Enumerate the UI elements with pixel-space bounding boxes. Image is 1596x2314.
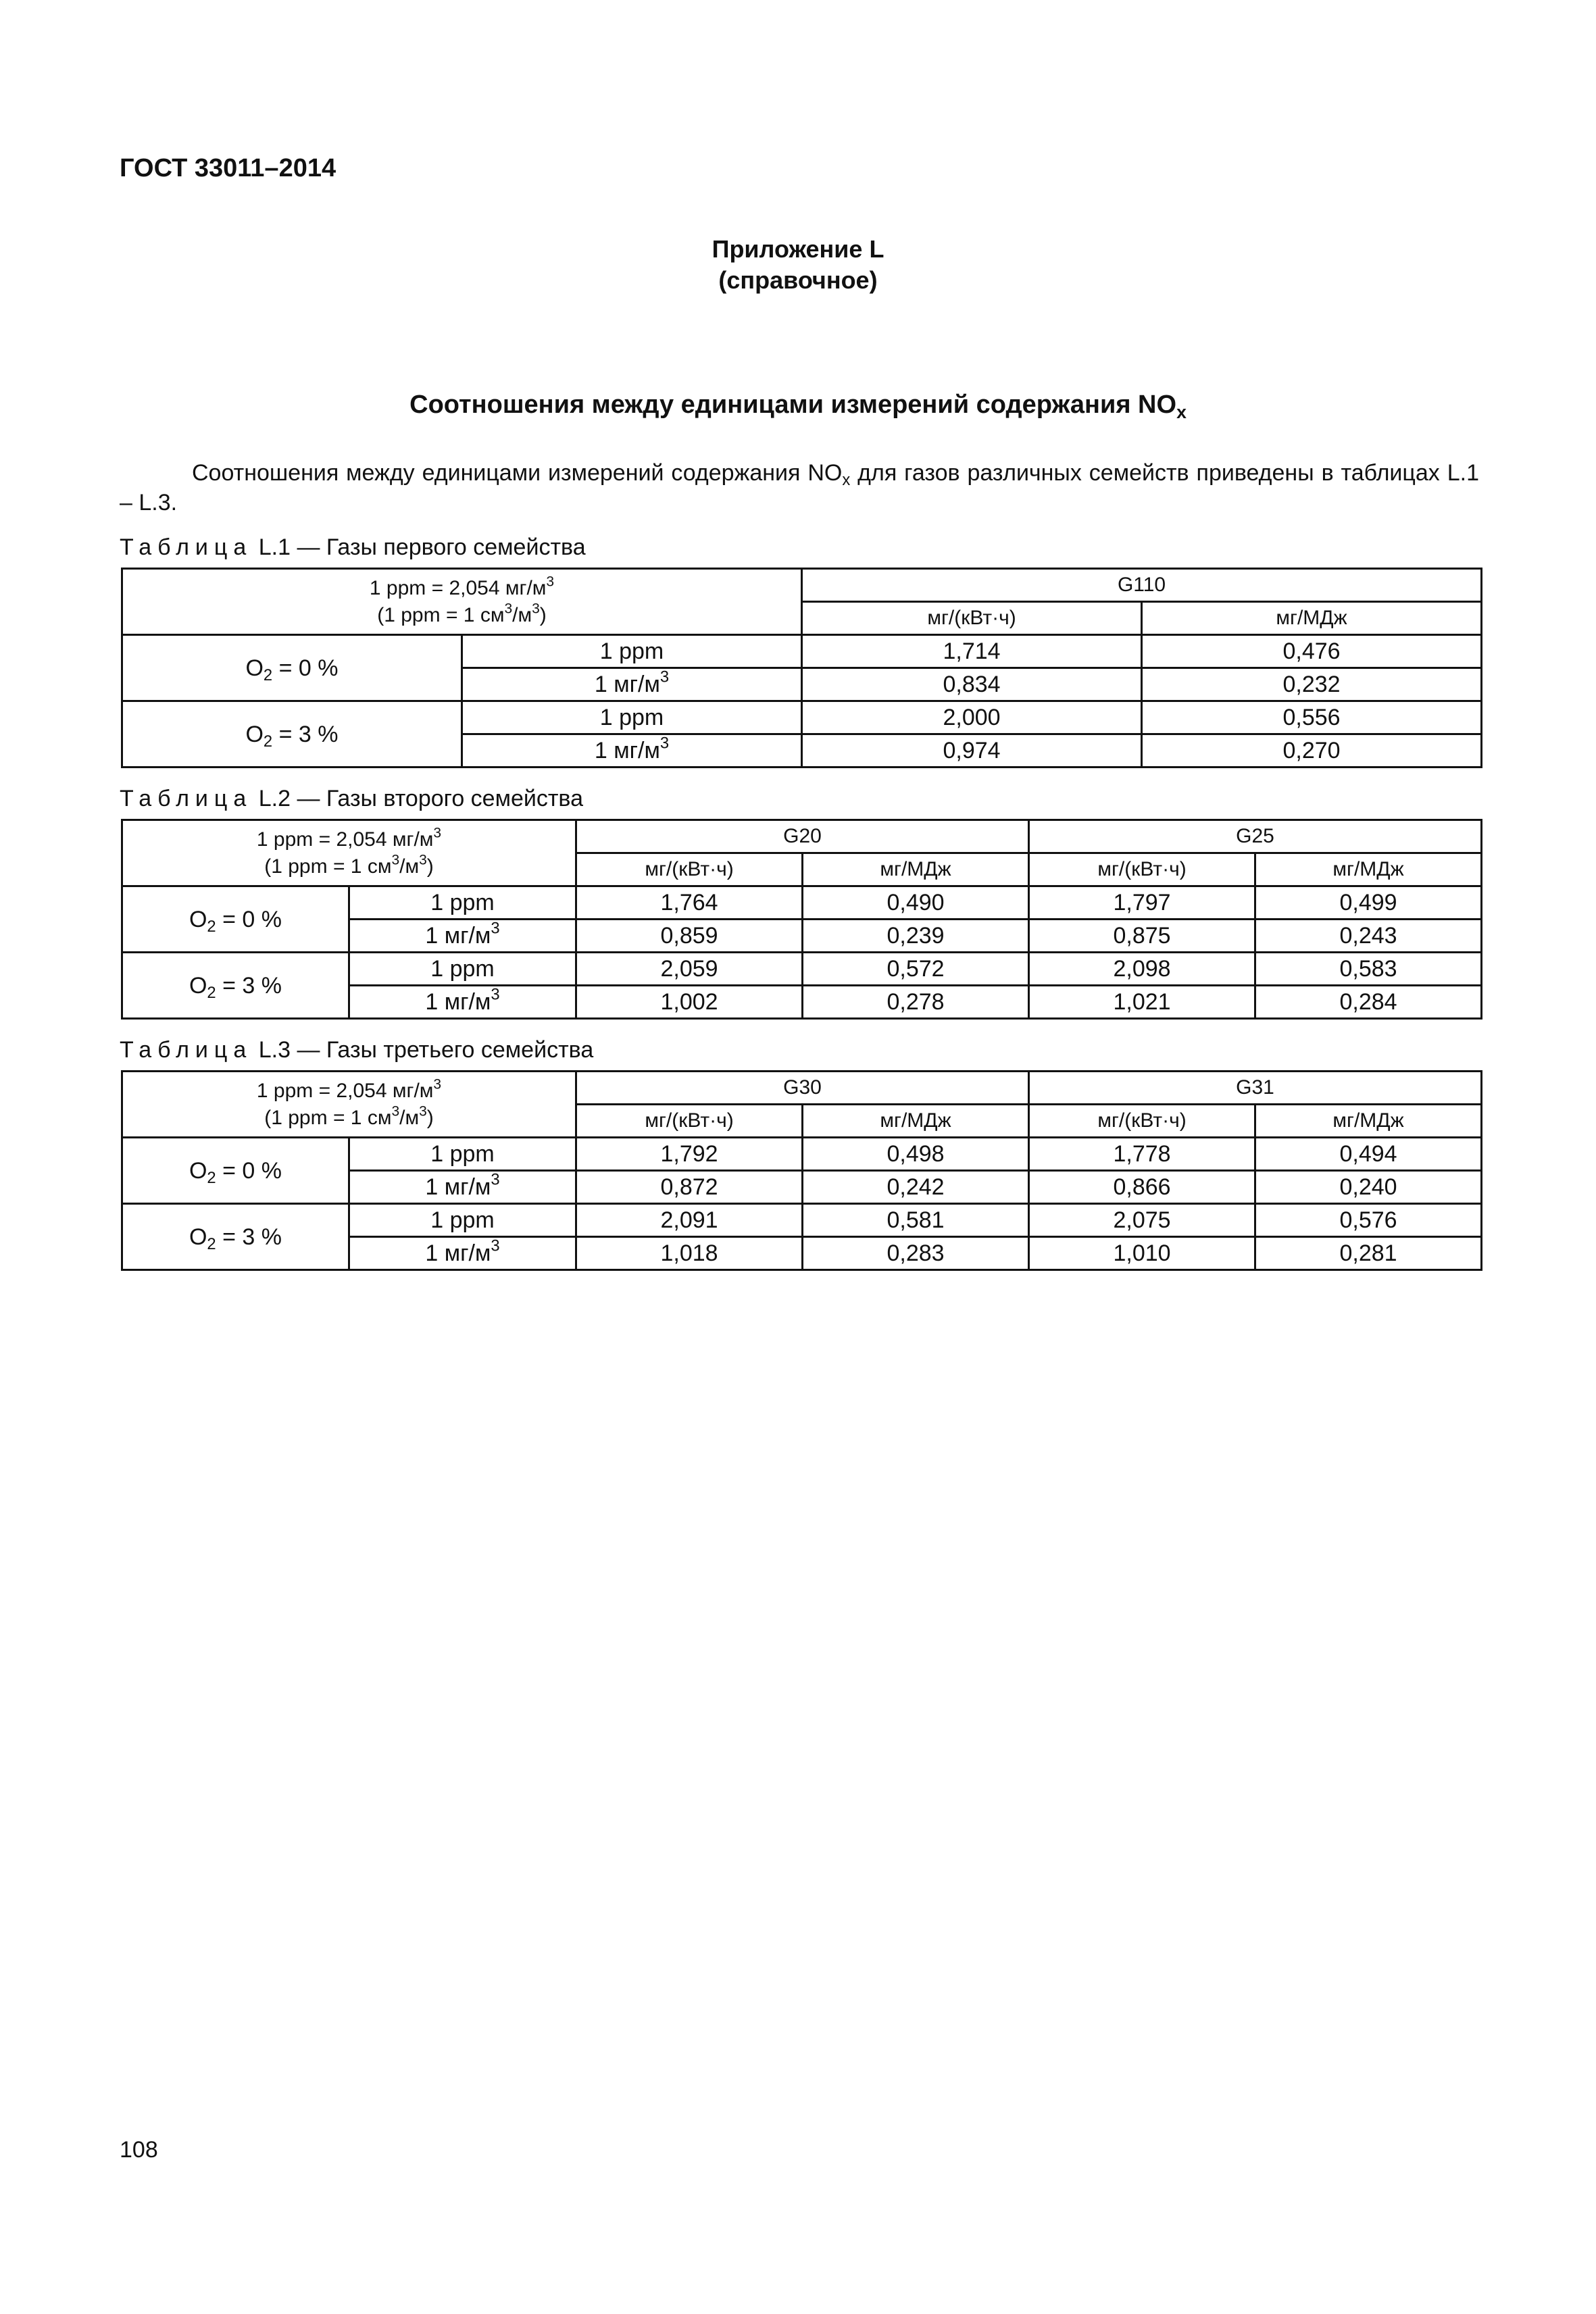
conversion-sup: 3 [391,1103,400,1119]
table-cell: 1,010 [1029,1237,1255,1270]
conversion-line-2a: (1 ppm = 1 см [264,855,392,878]
unit-sup: 3 [659,668,670,686]
table-cell: 0,239 [803,920,1029,953]
annex-title: Приложение L [712,235,884,263]
table-cell: 0,243 [1255,920,1482,953]
table-1 [121,568,1482,768]
table-cell: 0,278 [803,986,1029,1019]
unit-header-kwh: мг/(кВт·ч) [576,1105,803,1138]
row-unit-ppm: 1 ppm [462,635,802,668]
table-3-conversion-header [122,1072,576,1138]
unit-sup: 3 [659,734,670,753]
o2-symbol: O [189,1157,207,1184]
unit-text: 1 мг/м [425,1240,491,1266]
table-cell: 0,283 [803,1237,1029,1270]
conversion-sup: 3 [419,851,427,867]
o2-value: = 3 % [272,721,339,747]
o2-subscript: 2 [207,917,216,936]
conversion-line-1: 1 ppm = 2,054 мг/м [256,828,434,851]
row-unit-mgm3 [349,920,576,953]
gas-header: G20 [576,820,1029,853]
unit-sup: 3 [491,1170,500,1189]
table-cell: 0,499 [1255,886,1482,920]
o2-value: = 0 % [216,906,282,932]
gas-header: G30 [576,1072,1029,1105]
unit-sup: 3 [491,919,500,938]
section-heading [0,391,1596,420]
conversion-sup: 3 [532,600,540,616]
conversion-line-2b: /м [512,603,532,626]
conversion-sup: 3 [433,824,442,840]
table-cell: 1,792 [576,1138,803,1171]
table-cell: 0,281 [1255,1237,1482,1270]
o2-value: = 3 % [216,1224,282,1250]
o2-value: = 3 % [216,972,282,999]
table-1-caption [120,534,586,561]
table-cell: 0,581 [803,1204,1029,1237]
unit-header-mj: мг/МДж [1142,602,1482,635]
unit-header-kwh: мг/(кВт·ч) [576,853,803,886]
o2-subscript: 2 [207,983,216,1002]
table-cell: 1,764 [576,886,803,920]
table-cell: 1,002 [576,986,803,1019]
o2-symbol: O [245,721,264,747]
table-1-caption-word: Таблица [120,534,253,560]
unit-sup: 3 [491,1236,500,1255]
unit-text: 1 мг/м [425,1174,491,1200]
table-cell: 1,714 [802,635,1142,668]
table-cell: 0,556 [1142,701,1482,734]
table-cell: 2,059 [576,953,803,986]
table-cell: 0,240 [1255,1171,1482,1204]
table-cell: 1,778 [1029,1138,1255,1171]
table-cell: 0,490 [803,886,1029,920]
unit-sup: 3 [491,985,500,1004]
unit-header-kwh: мг/(кВт·ч) [1029,853,1255,886]
row-unit-mgm3 [349,1237,576,1270]
table-cell: 2,000 [802,701,1142,734]
unit-header-kwh: мг/(кВт·ч) [1029,1105,1255,1138]
table-cell: 0,494 [1255,1138,1482,1171]
row-unit-mgm3 [462,734,802,768]
o2-3-label [122,953,349,1019]
table-1-caption-text: L.1 — Газы первого семейства [258,534,586,560]
table-2-caption-text: L.2 — Газы второго семейства [258,786,584,811]
table-cell: 1,018 [576,1237,803,1270]
conversion-line-2b: /м [399,1106,420,1129]
gas-header: G31 [1029,1072,1482,1105]
o2-3-label [122,701,462,768]
o2-symbol: O [189,906,207,932]
conversion-line-2c: ) [426,855,434,878]
o2-subscript: 2 [207,1168,216,1187]
table-cell: 0,270 [1142,734,1482,768]
o2-3-label [122,1204,349,1270]
table-2-caption-word: Таблица [120,786,253,811]
table-cell: 0,498 [803,1138,1029,1171]
conversion-line-2c: ) [426,1106,434,1129]
annex-status: (справочное) [718,266,878,294]
row-unit-mgm3 [349,986,576,1019]
unit-header-kwh: мг/(кВт·ч) [802,602,1142,635]
table-cell: 0,232 [1142,668,1482,701]
unit-header-mj: мг/МДж [803,1105,1029,1138]
row-unit-mgm3 [462,668,802,701]
table-cell: 0,875 [1029,920,1255,953]
table-cell: 2,098 [1029,953,1255,986]
o2-subscript: 2 [263,732,273,751]
conversion-sup: 3 [546,573,555,589]
section-heading-subscript: x [1176,401,1187,422]
conversion-line-2b: /м [399,855,420,878]
table-cell: 0,872 [576,1171,803,1204]
table-2-caption [120,786,583,812]
conversion-line-1: 1 ppm = 2,054 мг/м [256,1079,434,1102]
table-cell: 0,572 [803,953,1029,986]
o2-symbol: O [189,1224,207,1250]
conversion-sup: 3 [504,600,513,616]
table-2 [121,819,1482,1020]
section-heading-text: Соотношения между единицами измерений содержания NO [409,391,1177,419]
o2-symbol: O [189,972,207,999]
table-cell: 0,834 [802,668,1142,701]
o2-0-label [122,635,462,701]
intro-text-before: Соотношения между единицами измерений содержания NO [192,460,843,486]
conversion-sup: 3 [391,851,400,867]
conversion-line-2c: ) [539,603,547,626]
table-3-caption-word: Таблица [120,1037,253,1063]
table-cell: 0,583 [1255,953,1482,986]
row-unit-ppm: 1 ppm [349,1204,576,1237]
conversion-line-1: 1 ppm = 2,054 мг/м [369,576,547,599]
row-unit-ppm: 1 ppm [349,953,576,986]
table-cell: 0,284 [1255,986,1482,1019]
intro-paragraph [120,458,1479,518]
unit-text: 1 мг/м [594,672,660,697]
table-cell: 0,242 [803,1171,1029,1204]
table-cell: 2,091 [576,1204,803,1237]
intro-subscript: x [842,471,851,490]
table-3 [121,1070,1482,1271]
table-3-caption-text: L.3 — Газы третьего семейства [258,1037,594,1063]
table-cell: 0,859 [576,920,803,953]
conversion-line-2a: (1 ppm = 1 см [264,1106,392,1129]
intro-text-after: для газов различных семейств приведены в таблицах L.1 – L.3. [120,460,1479,515]
table-1-conversion-header [122,569,802,635]
unit-text: 1 мг/м [425,989,491,1015]
conversion-sup: 3 [419,1103,427,1119]
table-3-caption [120,1037,593,1063]
intro-text [120,458,1479,518]
table-cell: 0,974 [802,734,1142,768]
o2-subscript: 2 [207,1234,216,1253]
unit-text: 1 мг/м [594,738,660,763]
o2-value: = 0 % [272,655,339,681]
o2-symbol: O [245,655,264,681]
gas-header: G110 [802,569,1482,602]
table-cell: 1,797 [1029,886,1255,920]
table-cell: 2,075 [1029,1204,1255,1237]
o2-value: = 0 % [216,1157,282,1184]
table-cell: 1,021 [1029,986,1255,1019]
page-number: 108 [120,2137,158,2163]
unit-text: 1 мг/м [425,923,491,949]
standard-code: ГОСТ 33011–2014 [120,154,336,182]
conversion-line-2a: (1 ppm = 1 см [377,603,505,626]
annex-block [0,234,1596,296]
conversion-sup: 3 [433,1076,442,1092]
unit-header-mj: мг/МДж [1255,853,1482,886]
table-2-conversion-header [122,820,576,886]
table-cell: 0,866 [1029,1171,1255,1204]
table-cell: 0,576 [1255,1204,1482,1237]
row-unit-mgm3 [349,1171,576,1204]
row-unit-ppm: 1 ppm [349,886,576,920]
unit-header-mj: мг/МДж [1255,1105,1482,1138]
table-cell: 0,476 [1142,635,1482,668]
o2-subscript: 2 [263,665,273,684]
row-unit-ppm: 1 ppm [349,1138,576,1171]
row-unit-ppm: 1 ppm [462,701,802,734]
unit-header-mj: мг/МДж [803,853,1029,886]
o2-0-label [122,1138,349,1204]
o2-0-label [122,886,349,953]
gas-header: G25 [1029,820,1482,853]
